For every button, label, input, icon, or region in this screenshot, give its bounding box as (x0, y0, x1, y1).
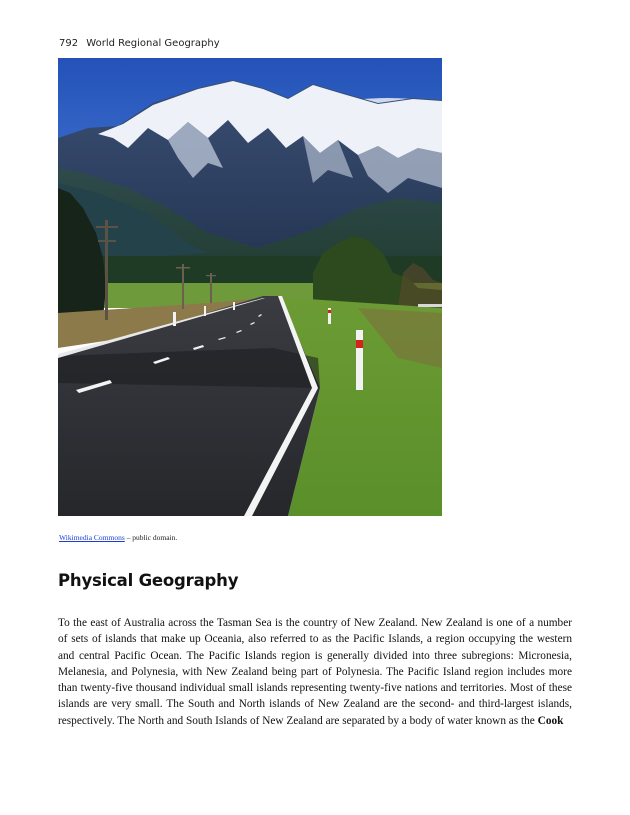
figure-caption (59, 533, 177, 542)
paragraph-bold-term: Cook (537, 714, 564, 727)
page-header (59, 38, 220, 49)
page-number: 792 (59, 38, 79, 49)
mountain-road-photo (58, 58, 442, 516)
paragraph-text: To the east of Australia across the Tasman Sea is the country of New Zealand. New Zealand is one of a number of sets of islands that make up Oceania, also referred to as the Pacific Islands, a region occupying the western and central Pacific Ocean. The Pacific Islands region is generally divided into three subregions: Micronesia, Melanesia, and Polynesia, with New Zealand being part of Polynesia. The Pacific Island region includes more than twenty-five thousand individual small islands representing twenty-five nations and territories. Most of these islands are very small. The South and North islands of New Zealand are the second- and third-largest islands, respectively. The North and South Islands of New Zealand are separated by a body of water known as the (58, 617, 572, 727)
book-title: World Regional Geography (86, 38, 220, 49)
section-title: Physical Geography (58, 571, 239, 590)
body-paragraph (58, 615, 572, 729)
caption-license-text: – public domain. (124, 533, 178, 542)
wikimedia-commons-link[interactable]: Wikimedia Commons (59, 533, 125, 542)
